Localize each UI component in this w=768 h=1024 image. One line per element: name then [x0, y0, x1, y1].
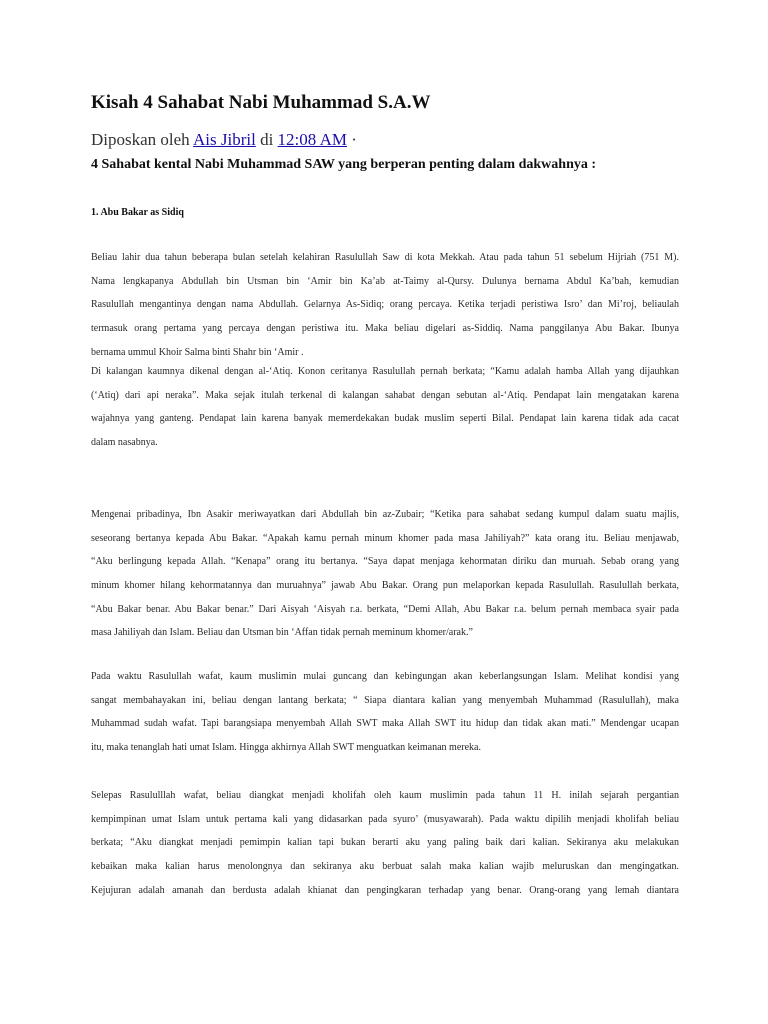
paragraph-line: termasuk orang pertama yang percaya dengan peristiwa itu. Maka beliau digelari as-Siddiq. Nama panggilanya Abu Bakar. Ibunya — [91, 323, 679, 335]
byline-suffix: · — [346, 130, 357, 149]
byline-mid: di — [255, 130, 278, 149]
paragraph-line: minum khomer hilang kehormatannya dan muruahnya” jawab Abu Bakar. Orang pun melaporkan kepada Rasulullah. Rasulullah berkata, — [91, 580, 679, 592]
byline — [91, 130, 357, 150]
paragraph-line: kebaikan maka kalian harus menolongnya dan sekiranya aku berbuat salah maka kalian wajib meluruskan dan mengingatkan. — [91, 861, 679, 873]
paragraph-line: masa Jahiliyah dan Islam. Beliau dan Utsman bin ‘Affan tidak pernah meminum khomer/arak.” — [91, 627, 473, 639]
paragraph-line: wajahnya yang ganteng. Pendapat lain karena banyak memerdekakan budak muslim seperti Bilal. Pendapat lain karena tidak ada cacat — [91, 413, 679, 425]
paragraph-line: “Aku berlingung kepada Allah. “Kenapa” orang itu bertanya. “Saya dapat menjaga kehormatan diriku dan muruah. Sebab orang yang — [91, 556, 679, 568]
paragraph-line: Kejujuran adalah amanah dan berdusta adalah khianat dan pengingkaran terhadap yang benar. Orang-orang yang lemah diantara — [91, 884, 679, 896]
paragraph-line: berkata; “Aku diangkat menjadi pemimpin kalian tapi bukan berarti aku yang paling baik dari kalian. Sekiranya aku melakukan — [91, 837, 679, 849]
byline-prefix: Diposkan oleh — [91, 130, 193, 149]
paragraph-line: Selepas Rasululllah wafat, beliau diangkat menjadi kholifah oleh kaum muslimin pada tahun 11 H. inilah sejarah pergantian — [91, 790, 679, 801]
paragraph-line: kempimpinan umat Islam untuk pertama kali yang didasarkan pada syuro’ (musyawarah). Pada waktu dipilih menjadi kholifah beliau — [91, 813, 679, 825]
paragraph — [91, 665, 679, 760]
paragraph-line: Nama lengkapanya Abdullah bin Utsman bin ‘Amir bin Ka’ab at-Taimy al-Qursy. Dulunya bernama Abdul Ka’bah, kemudian — [91, 275, 679, 287]
article-subtitle: 4 Sahabat kental Nabi Muhammad SAW yang berperan penting dalam dakwahnya : — [91, 157, 597, 172]
author-link[interactable]: Ais Jibril — [193, 130, 256, 149]
paragraph — [91, 503, 679, 645]
paragraph-line: (‘Atiq) dari api neraka”. Maka sejak itulah terkenal di kalangan sahabat dengan sebutan al-‘Atiq. Pendapat lain mengatakan karena — [91, 389, 679, 401]
paragraph — [91, 784, 679, 902]
paragraph-line: Di kalangan kaumnya dikenal dengan al-‘Atiq. Konon ceritanya Rasulullah pernah berkata; “Kamu adalah hamba Allah yang dijauhkan — [91, 366, 679, 377]
paragraph-line: seseorang bertanya kepada Abu Bakar. “Apakah kamu pernah minum khomer pada masa Jahiliyah?” kata orang itu. Beliau menjawab, — [91, 532, 679, 544]
paragraph-line: sangat membahayakan ini, beliau dengan lantang berkata; “ Siapa diantara kalian yang menyembah Muhammad (Rasulullah), maka — [91, 694, 679, 706]
paragraph-line: bernama ummul Khoir Salma binti Shahr bin ‘Amir . — [91, 346, 304, 358]
paragraph-line: Rasulullah mengantinya dengan nama Abdullah. Gelarnya As-Sidiq; orang percaya. Ketika terjadi peristiwa Isro’ dan Mi’roj, beliaulah — [91, 299, 679, 311]
paragraph-line: Muhammad sudah wafat. Tapi barangsiapa menyembah Allah SWT maka Allah SWT itu hidup dan tidak akan mati.” Mendengar ucapan — [91, 718, 679, 730]
paragraph-line: itu, maka tenanglah hati umat Islam. Hingga akhirnya Allah SWT menguatkan keimanan mereka. — [91, 742, 481, 754]
paragraph-line: “Abu Bakar benar. Abu Bakar benar.” Dari Aisyah ‘Aisyah r.a. berkata, “Demi Allah, Abu Bakar r.a. belum pernah membaca syair pada — [91, 603, 679, 615]
paragraph — [91, 360, 679, 455]
section-heading: 1. Abu Bakar as Sidiq — [91, 207, 184, 218]
paragraph-line: dalam nasabnya. — [91, 437, 158, 449]
article-title: Kisah 4 Sahabat Nabi Muhammad S.A.W — [91, 92, 431, 113]
paragraph-line: Pada waktu Rasulullah wafat, kaum muslimin mulai guncang dan kebingungan akan keberlangsungan Islam. Melihat kondisi yang — [91, 671, 679, 682]
paragraph-line: Beliau lahir dua tahun beberapa bulan setelah kelahiran Rasulullah Saw di kota Mekkah. Atau pada tahun 51 sebelum Hijriah (751 M). — [91, 252, 679, 263]
paragraph-line: Mengenai pribadinya, Ibn Asakir meriwayatkan dari Abdullah bin az-Zubair; “Ketika para sahabat sedang kumpul dalam suatu majlis, — [91, 509, 679, 520]
timestamp-link[interactable]: 12:08 AM — [277, 130, 347, 149]
paragraph — [91, 246, 679, 364]
